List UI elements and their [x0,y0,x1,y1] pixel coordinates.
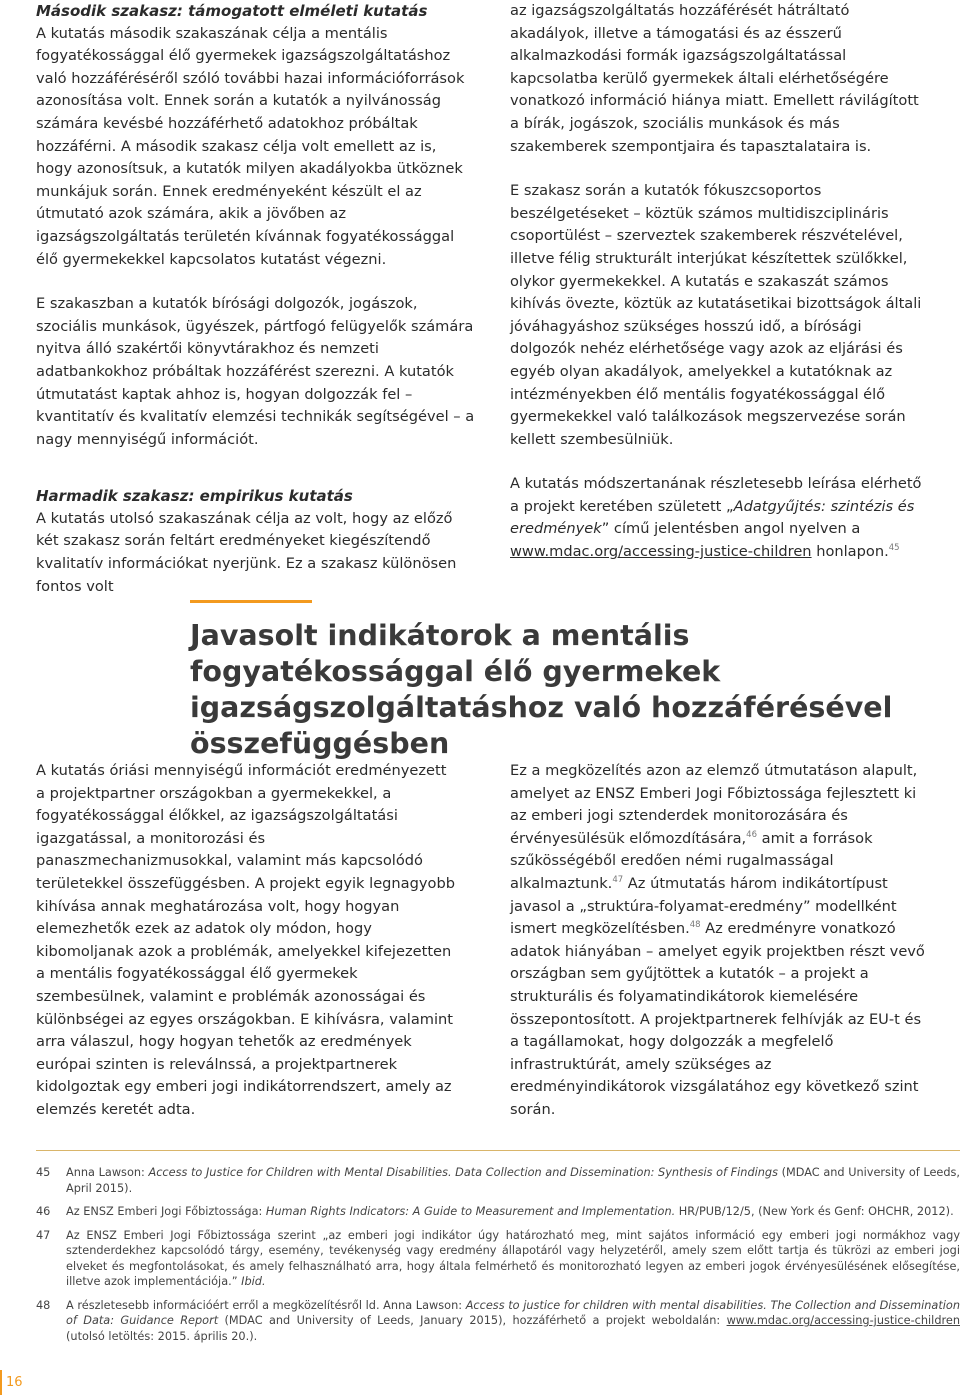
text-span: Az útmutatás három indikátortípust javasol a „struktúra-folyamat-eredmény” modellként ismert megközelítésben. [510,874,897,938]
section-title: Javasolt indikátorok a mentális fogyatékossággal élő gyermekek igazságszolgáltatáshoz való hozzáférésével összefüggésben [190,619,893,760]
text-span: A részletesebb információért erről a megközelítésről ld. Anna Lawson: [66,1298,466,1312]
text-span: HR/PUB/12/5, (New York és Genf: OHCHR, 2012). [675,1205,954,1218]
text-span: (MDAC and University of Leeds, April 2015). [66,1166,960,1195]
footnote-ref[interactable]: 47 [612,875,624,886]
footnote-number: 46 [36,1205,51,1218]
citation-title: Access to Justice for Children with Mental Disabilities. Data Collection and Dissemination: Synthesis of Findings [148,1166,778,1179]
footnote-text [66,1298,960,1345]
paragraph: E szakasz során a kutatók fókuszcsoportos beszélgetéseket – köztük számos multidiszciplináris csoportülést – szerveztek szakemberek részvételével, illetve félig strukturált interjúkat készítettek szülőkkel, olykor gyermekekkel. A kutatás e szakaszát számos kihívás övezte, köztük az kutatásetikai bizottságok általi jóváhagyáshoz szükséges hosszú idő, a bírósági dolgozók nehéz elérhetősége vagy azok az eljárási és egyéb olyan akadályok, amelyekkel a kutatóknak az intézményekben élő mentális fogyatékossággal élő gyermekekkel való találkozások megszervezése során kellett szembesülniük. [510,182,922,448]
section-accent-line [190,600,312,603]
subheading-second-stage: Második szakasz: támogatott elméleti kutatás [36,2,428,20]
text-span: Ez a megközelítés azon az elemző útmutatáson alapult, amelyet az ENSZ Emberi Jogi Főbiztossága fejlesztett ki az emberi jogi sztenderdek monitorozására és érvényesülésük előmozdítására, [510,762,918,847]
page-number-bar [0,1370,2,1395]
footnote [36,1228,960,1290]
right-column-top [510,0,930,586]
subheading-third-stage: Harmadik szakasz: empirikus kutatás [36,487,353,506]
citation-title: Access to justice for children with mental disabilities. The Collection and Dissemination of Data: Guidance Report [66,1298,960,1327]
text-span: A kutatás módszertanának részletesebb leírása elérhető a projekt keretében született „ [510,475,922,515]
footnote-number: 47 [36,1228,51,1242]
text-span: ” című jelentésben angol nyelven a [601,520,861,538]
footnote [36,1298,960,1345]
right-column-bottom [510,760,930,1144]
footnote-ref[interactable]: 45 [888,543,900,554]
footnote-text [66,1204,960,1220]
left-column-top [36,0,476,620]
mdac-link[interactable]: www.mdac.org/accessing-justice-children [510,543,812,561]
paragraph [510,473,930,563]
text-span: (utolsó letöltés: 2015. április 20.). [66,1329,258,1343]
paragraph: A kutatás utolsó szakaszának célja az volt, hogy az előző két szakasz során feltárt eredményeket kiegészítendő kvalitatív információkat nyerjünk. Ez a szakasz különösen fontos volt [36,509,457,595]
footnotes [36,1165,960,1352]
citation-title: Ibid. [237,1275,266,1288]
footnote-number: 45 [36,1166,51,1179]
footnote-divider [36,1150,960,1151]
page-number: 16 [6,1375,23,1390]
text-span: honlapon. [811,543,889,561]
footnote [36,1165,960,1196]
footnote-number: 48 [36,1298,51,1312]
paragraph: A kutatás óriási mennyiségű információt eredményezett a projektpartner országokban a gyermekekkel, a fogyatékossággal élőkkel, az igazságszolgáltatási igazgatással, a monitorozási és panaszmechanizmusokkal, valamint más kapcsolódó területekkel összefüggésben. A projekt egyik legnagyobb kihívása annak meghatározása volt, hogy hogyan elemezhetők ezek az adatok oly módon, hogy kibomoljanak azok a problémák, amelyekkel kifejezetten a mentális fogyatékossággal élő gyermekek szembesülnek, valamint e problémák azonosságai és különbségei az egyes országokban. E kihívásra, valamint arra válaszul, hogy hogyan tehetők az eredmények európai szinten is releválnssá, a projektpartnerek kidolgoztak egy emberi jogi indikátorrendszert, amely az elemzés keretét adta. [36,762,455,1118]
text-span: amit a források szűkösségéből eredően némi rugalmasságal alkalmaztunk. [510,829,873,892]
citation-title: Human Rights Indicators: A Guide to Measurement and Implementation. [265,1205,676,1218]
footnote-ref[interactable]: 46 [746,829,757,840]
text-span: Az eredményre vonatkozó adatok hiányában – amelyet egyik projektben részt vevő országban sem gyűjtöttek a kutatók – a projekt a strukturális és folyamatindikátorok kiemelésére összepontosított. A projektpartnerek felhívják az EU-t és a tagállamokat, hogy dolgozzák a megfelelő infrastruktúrát, amely szükséges az eredményindikátorok vizsgálatához egy következő szint során. [510,920,925,1118]
left-column-bottom [36,760,456,1144]
paragraph: E szakaszban a kutatók bírósági dolgozók, jogászok, szociális munkások, ügyészek, pártfogó felügyelők számára nyitva álló szakértői könyvtárakhoz és nemzeti adatbankokhoz próbáltak hozzáférést szerezni. A kutatók útmutatást kaptak ahhoz is, hogyan dolgozzák fel – kvantitatív és kvalitatív elemzési technikák segítségével – a nagy mennyiségű információt. [36,295,475,448]
footnote-ref[interactable]: 48 [689,920,701,931]
text-span: Az ENSZ Emberi Jogi Főbiztossága: [66,1205,266,1218]
footnote-text [66,1165,960,1196]
footnote [36,1204,960,1220]
footnote-text [66,1228,960,1290]
mdac-link[interactable]: www.mdac.org/accessing-justice-children [726,1314,960,1327]
text-span: (MDAC and University of Leeds, January 2015), hozzáférhető a projekt weboldalán: [218,1314,727,1327]
report-title: Adatgyűjtés: szintézis és eredmények [510,497,915,538]
paragraph: az igazságszolgáltatás hozzáférését hátráltató akadályok, illetve a támogatási és az ésszerű alkalmazkodási formák igazságszolgáltatással kapcsolatba kerülő gyermekek általi elérhetőségére vonatkozó információ hiánya miatt. Emellett rávilágított a bírák, jogászok, szociális munkások és más szakemberek szempontjaira és tapasztalataira is. [510,2,919,155]
paragraph [510,760,930,1122]
text-span: Anna Lawson: [66,1166,149,1179]
paragraph: A kutatás második szakaszának célja a mentális fogyatékossággal élő gyermekek igazságszolgáltatáshoz való hozzáféréséről szóló további hazai információforrások azonosítása volt. Ennek során a kutatók a nyilvánosság számára kevésbé hozzáférhető adatokhoz próbáltak hozzáférni. A második szakasz célja volt emellett az is, hogy azonosítsuk, a kutatók milyen akadályokba ütköznek munkájuk során. Ennek eredményeként készült el az útmutató azok számára, akik a jövőben az igazságszolgáltatás területén kívánnak fogyatékossággal élő gyermekekkel kapcsolatos kutatást végezni. [36,24,465,268]
text-span: Az ENSZ Emberi Jogi Főbiztossága szerint „az emberi jogi indikátor úgy határozható meg, mint sajátos információ egy emberi jogi normákhoz vagy sztenderdekhez kapcsolódó tárgy, esemény, tevékenység vagy eredmény állapotáról vagy helyzetéről, amely szem előtt tartja és tükrözi az emberi jogi elveket és megfontolásokat, és amely felhasználható arra, hogy általa felmérhető és monitorozható legyen az emberi jogok érvényesülésének elősegítése, illetve azok implementációja.” [66,1228,960,1288]
